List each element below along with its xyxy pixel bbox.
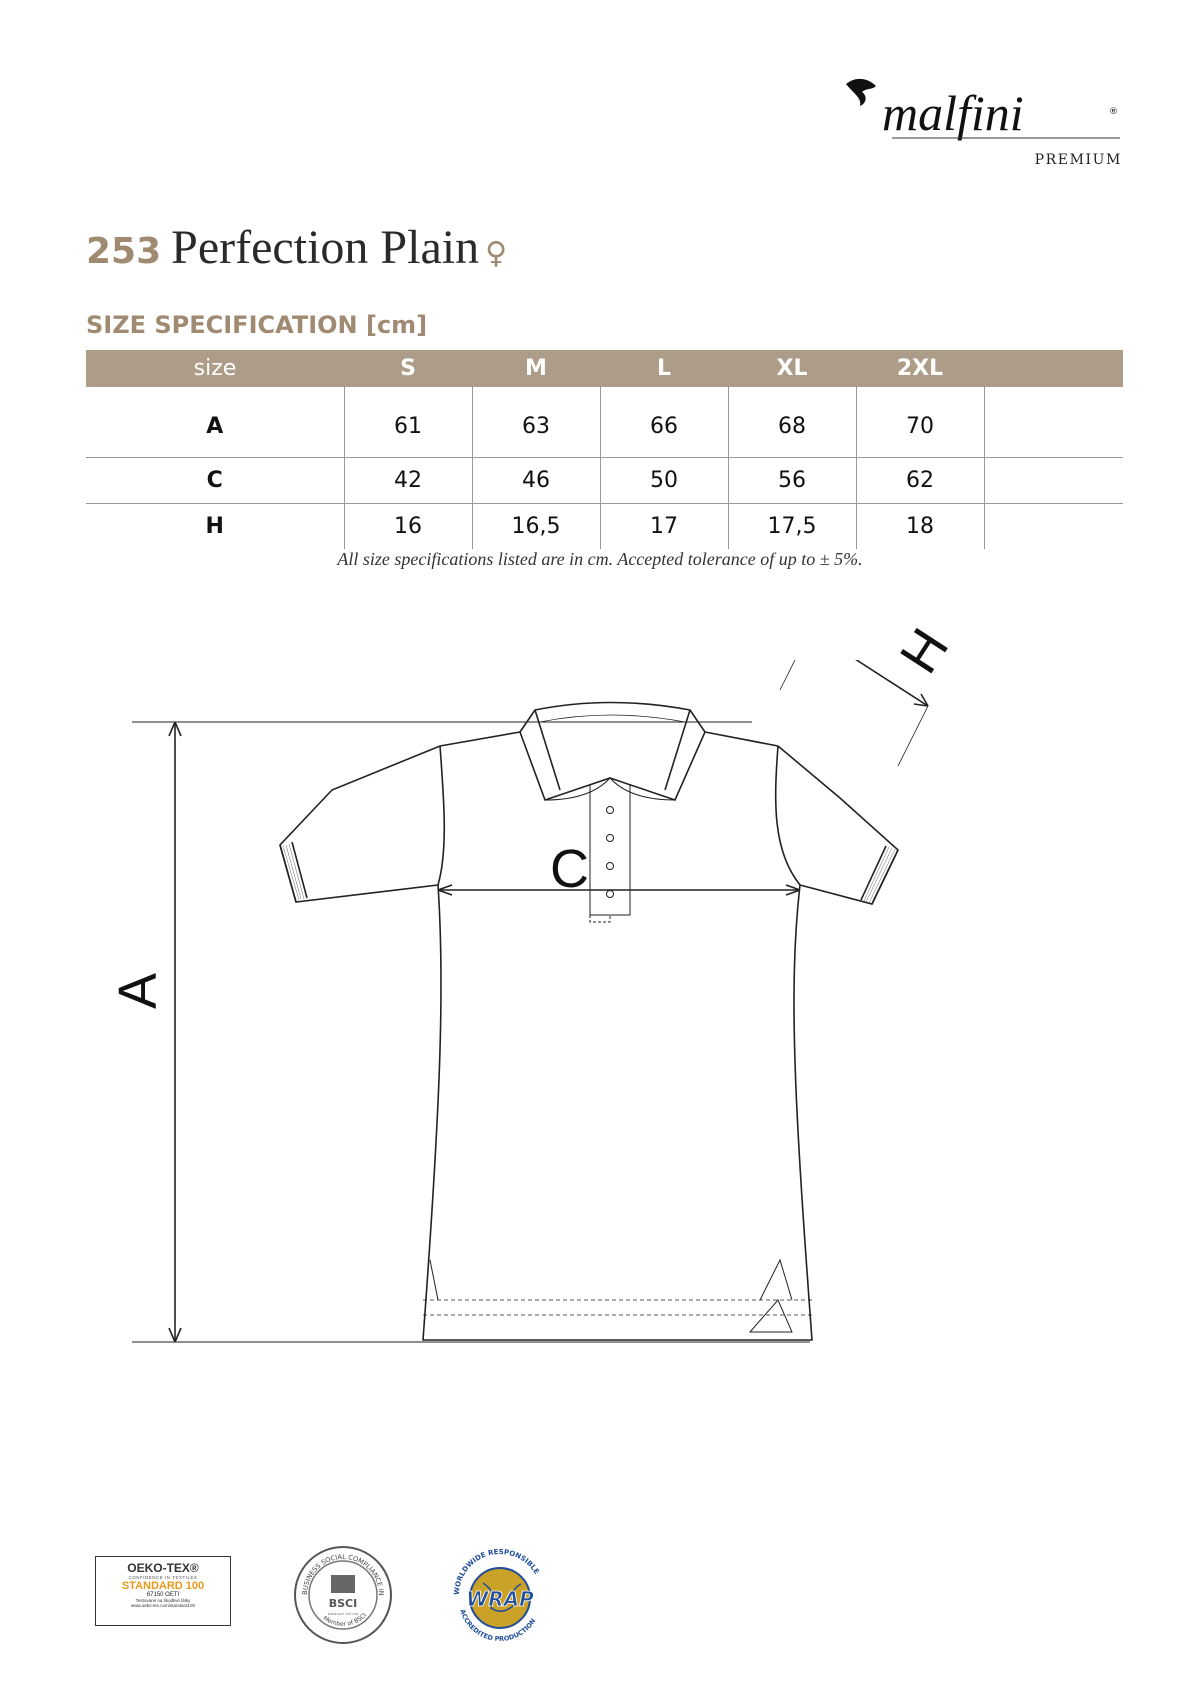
table-row	[86, 387, 1123, 458]
dimension-label-h: H	[888, 618, 961, 684]
table-cell: 16,5	[472, 504, 600, 550]
size-header-m: M	[472, 350, 600, 387]
female-icon: ♀	[485, 236, 508, 271]
oeko-line1: Testované na škodlivé látky	[135, 1598, 191, 1603]
product-code: 253	[86, 231, 162, 272]
size-table	[86, 350, 1123, 549]
table-row	[86, 504, 1123, 550]
bsci-seal-icon	[293, 1545, 393, 1645]
table-row	[86, 458, 1123, 504]
bsci-ring-text: BUSINESS SOCIAL COMPLIANCE IN	[300, 1552, 386, 1596]
table-cell: 16	[344, 504, 472, 550]
table-cell: 17	[600, 504, 728, 550]
size-header-label: size	[86, 350, 344, 387]
polo-shirt-drawing	[120, 660, 1000, 1400]
oeko-standard: STANDARD 100	[121, 1580, 205, 1592]
row-label-h: H	[205, 514, 224, 539]
size-spec-heading: SIZE SPECIFICATION [cm]	[86, 311, 428, 339]
table-cell: 68	[728, 387, 856, 458]
table-cell: 42	[344, 458, 472, 504]
oeko-tex-badge	[95, 1556, 231, 1626]
dimension-label-a: A	[108, 972, 169, 1010]
bsci-badge	[293, 1545, 393, 1645]
table-spacer-cell	[984, 387, 1123, 458]
wrap-globe-icon	[443, 1538, 558, 1653]
brand-logo	[842, 72, 1122, 182]
bsci-url: www.bsci-intl.org	[327, 1612, 359, 1616]
bsci-center: BSCI	[328, 1597, 358, 1610]
dimension-label-c: C	[550, 839, 589, 899]
table-cell: 46	[472, 458, 600, 504]
product-title	[86, 220, 507, 275]
table-cell: 62	[856, 458, 984, 504]
tolerance-note: All size specifications listed are in cm. Accepted tolerance of up to ± 5%.	[337, 549, 863, 569]
oeko-number: 67150 OETI	[146, 1592, 180, 1598]
table-cell: 18	[856, 504, 984, 550]
table-cell: 63	[472, 387, 600, 458]
oeko-line2: www.oeko-tex.com/standard100	[130, 1603, 196, 1609]
product-name: Perfection Plain	[171, 221, 480, 274]
wrap-top-text: WORLDWIDE RESPONSIBLE	[452, 1547, 541, 1596]
size-header-xl: XL	[728, 350, 856, 387]
size-header-s: S	[344, 350, 472, 387]
table-cell: 66	[600, 387, 728, 458]
size-header-2xl: 2XL	[856, 350, 984, 387]
table-cell: 61	[344, 387, 472, 458]
brand-subtitle: PREMIUM	[1034, 152, 1122, 168]
oeko-tagline: CONFIDENCE IN TEXTILES	[128, 1575, 198, 1580]
row-label-c: C	[86, 458, 344, 504]
size-table-header	[86, 350, 1123, 387]
oeko-title: OEKO-TEX®	[127, 1561, 199, 1575]
row-label-a: A	[86, 387, 344, 458]
wrap-bottom-text: ACCREDITED PRODUCTION	[458, 1608, 538, 1644]
table-cell: 70	[856, 387, 984, 458]
bsci-member: Member of BSCI	[321, 1611, 369, 1628]
table-cell: 56	[728, 458, 856, 504]
table-cell: 50	[600, 458, 728, 504]
table-cell: 17,5	[728, 504, 856, 550]
size-header-spacer	[984, 350, 1123, 387]
brand-wordmark: malfini	[882, 85, 1024, 141]
registered-mark: ®	[1109, 107, 1118, 117]
table-spacer-cell	[984, 504, 1123, 550]
polo-shirt-diagram	[108, 618, 1000, 1400]
size-header-l: L	[600, 350, 728, 387]
wrap-badge	[443, 1538, 558, 1653]
table-spacer-cell	[984, 458, 1123, 504]
wrap-center: WRAP	[466, 1587, 534, 1611]
